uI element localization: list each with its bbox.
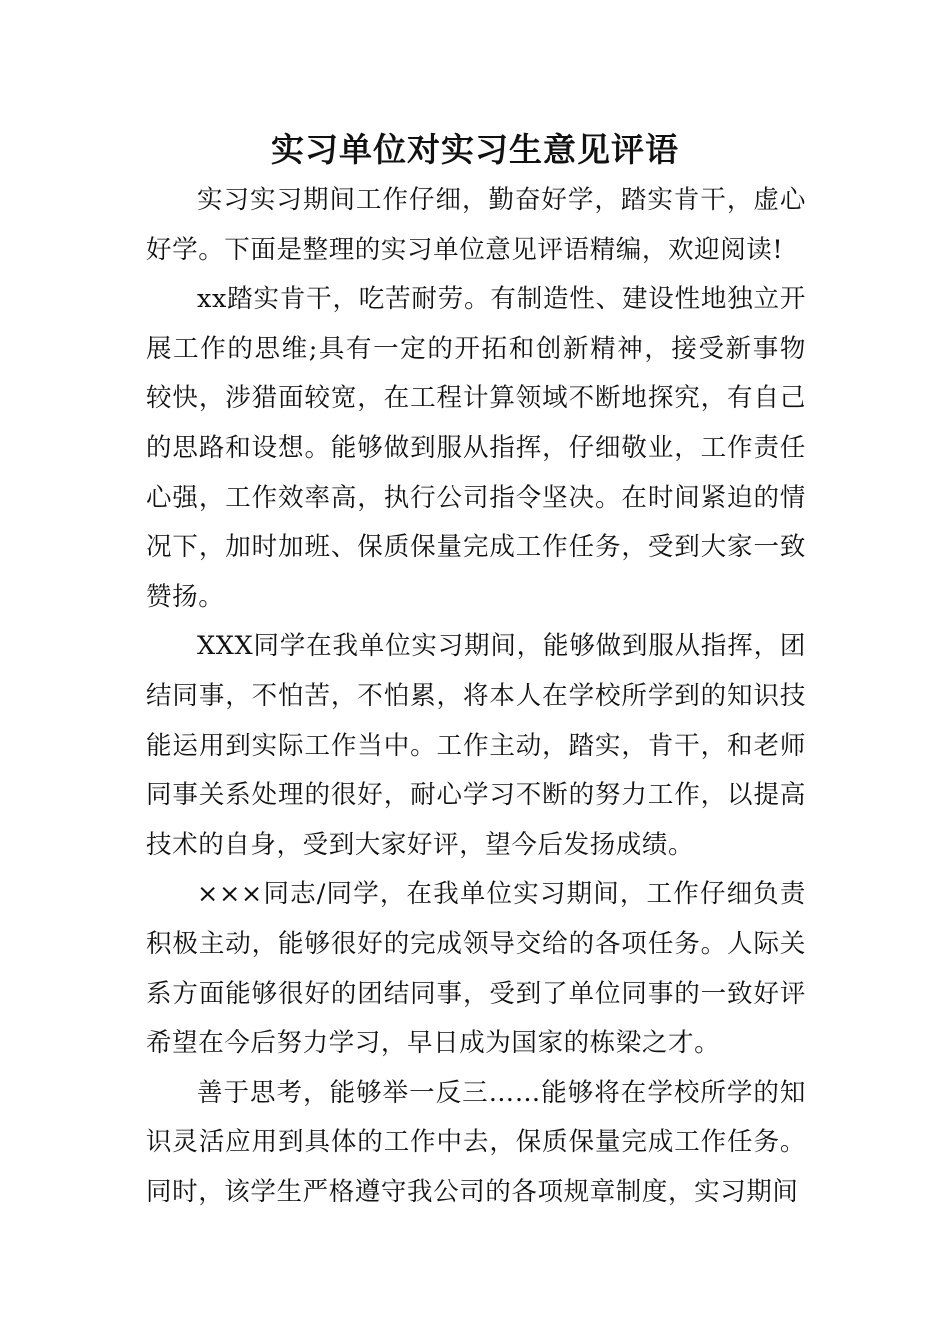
paragraph-intro: 实习实习期间工作仔细，勤奋好学，踏实肯干，虚心好学。下面是整理的实习单位意见评语精编，欢迎阅读! [146,185,806,265]
document-title: 实习单位对实习生意见评语 [271,130,679,169]
paragraph-comment-4: 善于思考，能够举一反三……能够将在学校所学的知识灵活应用到具体的工作中去，保质保量完成工作任务。同时，该学生严格遵守我公司的各项规章制度，实习期间 [146,1077,806,1207]
paragraph-comment-3: ×××同志/同学，在我单位实习期间，工作仔细负责积极主动，能够很好的完成领导交给的各项任务。人际关系方面能够很好的团结同事，受到了单位同事的一致好评希望在今后努力学习，早日成为国家的栋梁之才。 [146,879,806,1059]
paragraph-comment-2: XXX同学在我单位实习期间，能够做到服从指挥，团结同事，不怕苦，不怕累，将本人在学校所学到的知识技能运用到实际工作当中。工作主动，踏实，肯干，和老师同事关系处理的很好，耐心学习不断的努力工作，以提高技术的自身，受到大家好评，望今后发扬成绩。 [146,631,806,860]
document-body [146,176,806,1217]
paragraph-comment-1: xx踏实肯干，吃苦耐劳。有制造性、建设性地独立开展工作的思维;具有一定的开拓和创新精神，接受新事物较快，涉猎面较宽，在工程计算领域不断地探究，有自己的思路和设想。能够做到服从指挥，仔细敬业，工作责任心强，工作效率高，执行公司指令坚决。在时间紧迫的情况下，加时加班、保质保量完成工作任务，受到大家一致赞扬。 [146,284,806,612]
